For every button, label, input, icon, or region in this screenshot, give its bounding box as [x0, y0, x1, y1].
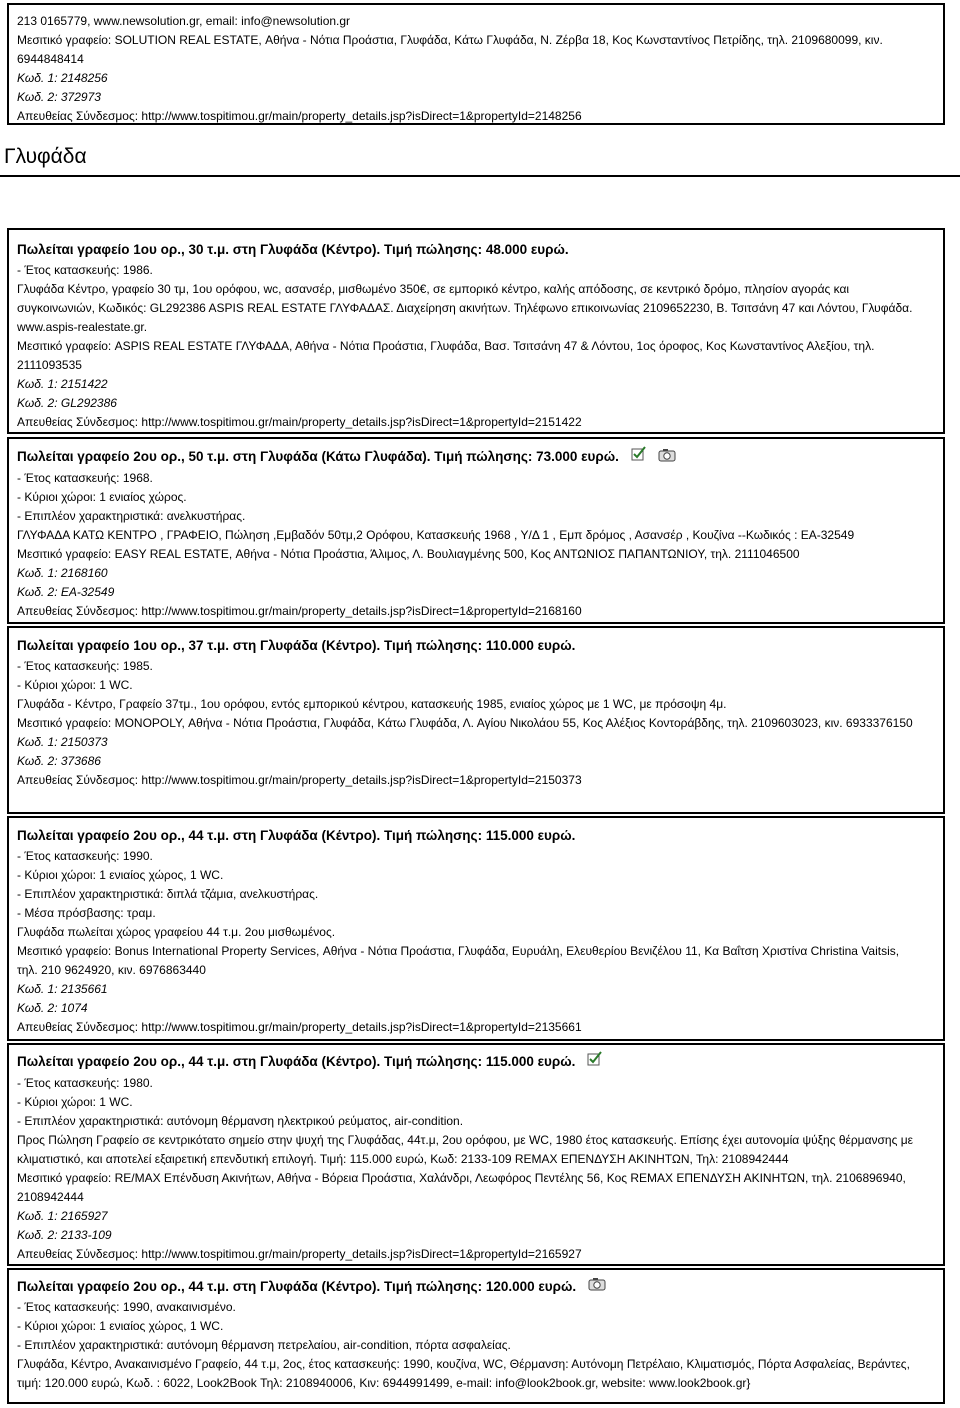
listing-description: Γλυφάδα Κέντρο, γραφείο 30 τμ, 1ου ορόφου, wc, ασανσέρ, μισθωμένο 350€, σε εμπορικό κέντρο, καλής απόδοσης, σε κεντρικό δρόμο, πλησίον αγοράς και συγκοινωνιών, Κωδικός: GL292386 ASPIS REAL ESTATE ΓΛΥΦΑΔΑΣ. Διαχείρηση ακινήτων. Τηλέφωνο επικοινωνίας 2109652230, Β. Τσιτσάνη 47 και Λόντου, Γλυφάδα. www.aspis-realestate.gr. [17, 282, 913, 334]
listing-code1: Κωδ. 1: 2135661 [17, 982, 108, 996]
listing-description: Γλυφάδα - Κέντρο, Γραφείο 37τμ., 1ου ορόφου, εντός εμπορικού κέντρου, κατασκευής 1985, ενιαίος χώρος με 1 WC, με πρόσοψη 4μ. [17, 697, 727, 711]
listing-heading [17, 1051, 943, 1074]
top-contact-box [7, 3, 945, 125]
checkbox-icon [631, 446, 647, 469]
listing-code1: Κωδ. 1: 2151422 [17, 377, 108, 391]
listing-detail: - Επιπλέον χαρακτηριστικά: αυτόνομη θέρμανση ηλεκτρικού ρεύματος, air-condition. [17, 1114, 464, 1128]
listing-heading: Πωλείται γραφείο 1ου ορ., 30 τ.μ. στη Γλυφάδα (Κέντρο). Τιμή πώλησης: 48.000 ευρώ. [17, 242, 569, 257]
listing-card [7, 816, 945, 1041]
listing-detail: - Έτος κατασκευής: 1990. [17, 849, 153, 863]
listing-detail: - Μέσα πρόσβασης: τραμ. [17, 906, 156, 920]
direct-link[interactable]: Απευθείας Σύνδεσμος: http://www.tospitimou.gr/main/property_details.jsp?isDirect=1&propertyId=2148256 [17, 109, 582, 123]
checkbox-icon [587, 1051, 603, 1074]
section-divider [0, 175, 960, 177]
listing-code2: Κωδ. 2: 2133-109 [17, 1228, 112, 1242]
listing-code2: Κωδ. 2: 1074 [17, 1001, 88, 1015]
listing-agency: Μεσιτικό γραφείο: RE/MAX Επένδυση Ακινήτων, Αθήνα - Βόρεια Προάστια, Χαλάνδρι, Λεωφόρος Πεντέλης 56, Κος REMAX ΕΠΕΝΔΥΣΗ ΑΚΙΝΗΤΩΝ, τηλ. 2106896940, 2108942444 [17, 1171, 906, 1204]
listing-description: ΓΛΥΦΑΔΑ ΚΑΤΩ ΚΕΝΤΡΟ , ΓΡΑΦΕΙΟ, Πώληση ,Εμβαδόν 50τμ,2 Ορόφου, Κατασκευής 1968 , Υ/Δ 1 , Εμπ δρόμος , Ασανσέρ , Κουζίνα --Κωδικός : ΕΑ-32549 [17, 528, 855, 542]
listing-agency: Μεσιτικό γραφείο: Bonus International Property Services, Αθήνα - Νότια Προάστια, Γλυφάδα, Ευρυάλη, Ελευθερίου Βενιζέλου 11, Κα Βαΐτση Χριστίνα Christina Vaitsis, τηλ. 210 9624920, κιν. 6976863440 [17, 944, 900, 977]
listing-detail: - Κύριοι χώροι: 1 ενιαίος χώρος, 1 WC. [17, 868, 224, 882]
camera-icon [658, 447, 676, 469]
listing-card [7, 1268, 945, 1404]
listing-detail: - Έτος κατασκευής: 1968. [17, 471, 153, 485]
listing-heading: Πωλείται γραφείο 2ου ορ., 44 τ.μ. στη Γλυφάδα (Κέντρο). Τιμή πώλησης: 115.000 ευρώ. [17, 828, 576, 843]
listing-detail: - Έτος κατασκευής: 1986. [17, 263, 153, 277]
listing-link[interactable]: Απευθείας Σύνδεσμος: http://www.tospitimou.gr/main/property_details.jsp?isDirect=1&propertyId=2150373 [17, 773, 582, 787]
listing-description: Γλυφάδα πωλείται χώρος γραφείου 44 τ.μ. 2ου μισθωμένος. [17, 925, 336, 939]
listing-link[interactable]: Απευθείας Σύνδεσμος: http://www.tospitimou.gr/main/property_details.jsp?isDirect=1&propertyId=2168160 [17, 604, 582, 618]
code1-line: Κωδ. 1: 2148256 [17, 71, 108, 85]
code2-line: Κωδ. 2: 372973 [17, 90, 101, 104]
listing-link[interactable]: Απευθείας Σύνδεσμος: http://www.tospitimou.gr/main/property_details.jsp?isDirect=1&propertyId=2151422 [17, 415, 582, 429]
listing-detail: - Κύριοι χώροι: 1 WC. [17, 678, 133, 692]
listing-detail: - Κύριοι χώροι: 1 ενιαίος χώρος. [17, 490, 187, 504]
agency-line: Μεσιτικό γραφείο: SOLUTION REAL ESTATE, Αθήνα - Νότια Προάστια, Γλυφάδα, Κάτω Γλυφάδα, Ν. Ζέρβα 18, Κος Κωνσταντίνος Πετρίδης, τηλ. 2109680099, κιν. [17, 33, 883, 47]
listing-detail: - Έτος κατασκευής: 1990, ανακαινισμένο. [17, 1300, 236, 1315]
listing-card [7, 228, 945, 434]
listing-card [7, 437, 945, 624]
listing-heading-text: Πωλείται γραφείο 2ου ορ., 44 τ.μ. στη Γλυφάδα (Κέντρο). Τιμή πώλησης: 115.000 ευρώ. [17, 1054, 576, 1070]
listing-code2: Κωδ. 2: GL292386 [17, 396, 117, 410]
listing-agency: Μεσιτικό γραφείο: EASY REAL ESTATE, Αθήνα - Νότια Προάστια, Άλιμος, Λ. Βουλιαγμένης 500, Κος ΑΝΤΩΝΙΟΣ ΠΑΠΑΝΤΩΝΙΟΥ, τηλ. 2111046500 [17, 547, 800, 561]
listing-code1: Κωδ. 1: 2150373 [17, 735, 108, 749]
listing-heading [17, 1276, 943, 1298]
listing-agency: Μεσιτικό γραφείο: ASPIS REAL ESTATE ΓΛΥΦΑΔΑ, Αθήνα - Νότια Προάστια, Γλυφάδα, Βασ. Τσιτσάνη 47 & Λόντου, 1ος όροφος, Κος Κωνσταντίνος Αλεξίου, τηλ. 2111093535 [17, 339, 875, 372]
listing-heading [17, 446, 943, 469]
listing-detail: - Κύριοι χώροι: 1 ενιαίος χώρος, 1 WC. [17, 1319, 224, 1334]
listing-detail: - Έτος κατασκευής: 1980. [17, 1076, 153, 1090]
listing-detail: - Έτος κατασκευής: 1985. [17, 659, 153, 673]
listing-card [7, 1043, 945, 1266]
listing-heading-text: Πωλείται γραφείο 2ου ορ., 44 τ.μ. στη Γλυφάδα (Κέντρο). Τιμή πώλησης: 120.000 ευρώ. [17, 1279, 577, 1294]
listing-heading-text: Πωλείται γραφείο 2ου ορ., 50 τ.μ. στη Γλυφάδα (Κάτω Γλυφάδα). Τιμή πώλησης: 73.000 ευρώ. [17, 449, 619, 465]
listing-description: Γλυφάδα, Κέντρο, Ανακαινισμένο Γραφείο, 44 τ.μ, 2ος, έτος κατασκευής: 1990, κουζίνα, WC, Θέρμανση: Αυτόνομη Πετρέλαιο, Κλιματισμός, Πόρτα Ασφαλείας, Βεράντες, τιμή: 120.000 ευρώ, Κωδ. : 6022, Look2Book Τηλ: 2108940006, Κιν: 6944991499, e-mail: info@look2book.gr, website: www.look2book.gr} [17, 1357, 910, 1391]
listing-detail: - Επιπλέον χαρακτηριστικά: αυτόνομη θέρμανση πετρελαίου, air-condition, πόρτα ασφαλείας. [17, 1338, 511, 1353]
listing-code1: Κωδ. 1: 2168160 [17, 566, 108, 580]
contact-line: 213 0165779, www.newsolution.gr, email: info@newsolution.gr [17, 14, 351, 28]
listing-link[interactable]: Απευθείας Σύνδεσμος: http://www.tospitimou.gr/main/property_details.jsp?isDirect=1&propertyId=2135661 [17, 1020, 582, 1034]
listing-link[interactable]: Απευθείας Σύνδεσμος: http://www.tospitimou.gr/main/property_details.jsp?isDirect=1&propertyId=2165927 [17, 1247, 582, 1261]
listing-agency: Μεσιτικό γραφείο: MONOPOLY, Αθήνα - Νότια Προάστια, Γλυφάδα, Κάτω Γλυφάδα, Λ. Αγίου Νικολάου 55, Κος Αλέξιος Κοντοράβδης, τηλ. 2109603023, κιν. 6933376150 [17, 716, 913, 730]
listing-description: Προς Πώληση Γραφείο σε κεντρικότατο σημείο στην ψυχή της Γλυφάδας, 44τ.μ, 2ου ορόφου, με WC, 1980 έτος κατασκευής. Επίσης έχει αυτονομία ψύξης θέρμανσης με κλιματιστικό, και αποτελεί εξαιρετική επενδυτική επιλογή. Τιμή: 115.000 ευρώ, Κωδ: 2133-109 REMAX ΕΠΕΝΔΥΣΗ ΑΚΙΝΗΤΩΝ, Τηλ: 2108942444 [17, 1133, 913, 1166]
listing-code1: Κωδ. 1: 2165927 [17, 1209, 108, 1223]
listing-detail: - Επιπλέον χαρακτηριστικά: διπλά τζάμια, ανελκυστήρας. [17, 887, 319, 901]
section-title: Γλυφάδα [4, 145, 87, 168]
listing-code2: Κωδ. 2: 373686 [17, 754, 101, 768]
mobile-line: 6944848414 [17, 52, 84, 66]
listing-detail: - Κύριοι χώροι: 1 WC. [17, 1095, 133, 1109]
listing-code2: Κωδ. 2: ΕΑ-32549 [17, 585, 115, 599]
camera-icon [588, 1276, 606, 1298]
listing-card [7, 626, 945, 814]
listing-detail: - Επιπλέον χαρακτηριστικά: ανελκυστήρας. [17, 509, 246, 523]
listing-heading: Πωλείται γραφείο 1ου ορ., 37 τ.μ. στη Γλυφάδα (Κέντρο). Τιμή πώλησης: 110.000 ευρώ. [17, 638, 576, 653]
